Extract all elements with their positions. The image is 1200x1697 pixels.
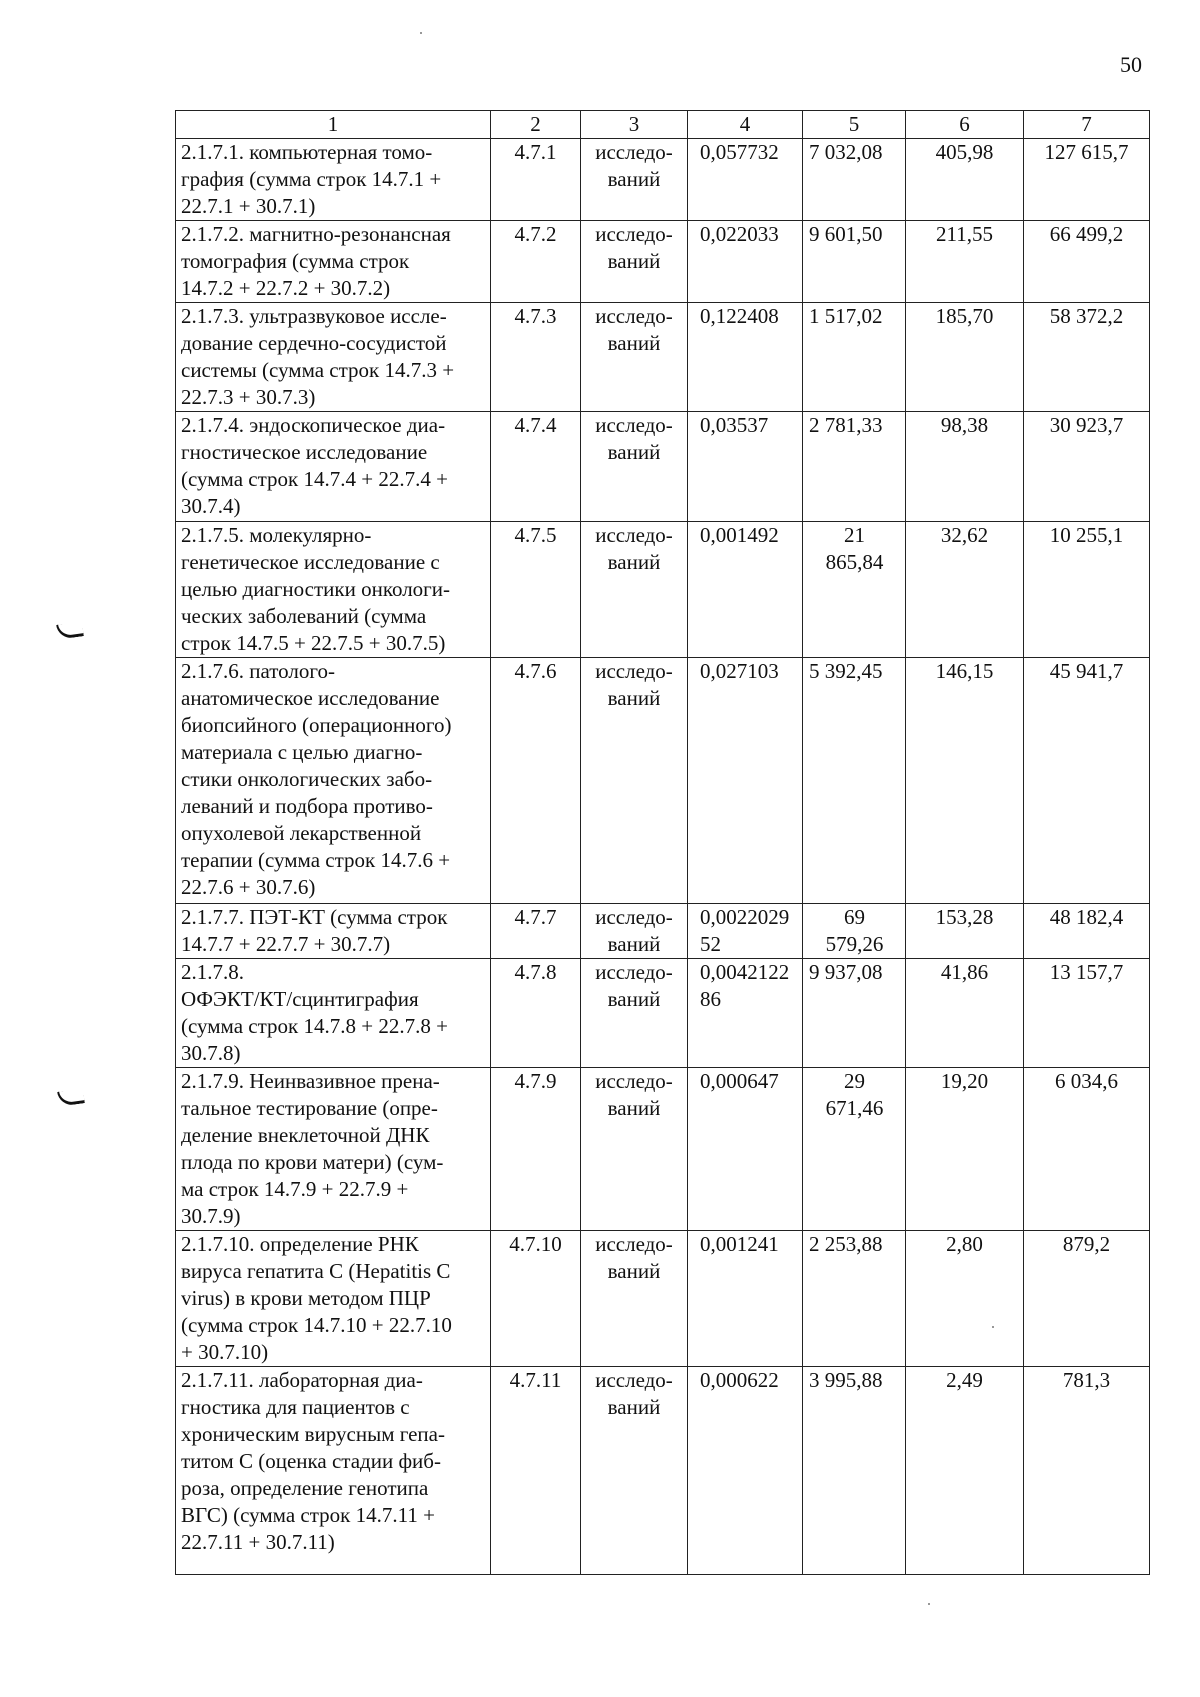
row-col5-cell: 9 601,50 [803, 221, 906, 303]
row-unit-cell: исследо- ваний [581, 1367, 688, 1575]
row-col5-cell: 69 579,26 [803, 904, 906, 959]
row-col6-cell: 2,80 [906, 1231, 1024, 1367]
row-col7-cell: 10 255,1 [1024, 522, 1150, 658]
scan-mark [57, 1088, 85, 1106]
row-code-cell: 4.7.4 [491, 412, 581, 522]
table-row [176, 959, 1150, 1068]
row-col4-cell: 0,022033 [688, 221, 803, 303]
row-name-cell: 2.1.7.2. магнитно-резонансная томография (сумма строк 14.7.2 + 22.7.2 + 30.7.2) [176, 221, 491, 303]
row-col6-cell: 32,62 [906, 522, 1024, 658]
row-col4-cell: 0,000622 [688, 1367, 803, 1575]
row-col7-cell: 127 615,7 [1024, 139, 1150, 221]
row-col5-cell: 9 937,08 [803, 959, 906, 1068]
row-col7-cell: 781,3 [1024, 1367, 1150, 1575]
row-unit-cell: исследо- ваний [581, 658, 688, 904]
row-name-cell: 2.1.7.3. ультразвуковое иссле- дование сердечно-сосудистой системы (сумма строк 14.7.3 + 22.7.3 + 30.7.3) [176, 303, 491, 412]
row-code-cell: 4.7.6 [491, 658, 581, 904]
row-col5-cell: 1 517,02 [803, 303, 906, 412]
row-col7-cell: 879,2 [1024, 1231, 1150, 1367]
row-col7-cell: 45 941,7 [1024, 658, 1150, 904]
row-name-cell: 2.1.7.8. ОФЭКТ/КТ/сцинтиграфия (сумма строк 14.7.8 + 22.7.8 + 30.7.8) [176, 959, 491, 1068]
row-col6-cell: 19,20 [906, 1068, 1024, 1231]
row-col6-cell: 2,49 [906, 1367, 1024, 1575]
row-name-cell: 2.1.7.1. компьютерная томо- графия (сумма строк 14.7.1 + 22.7.1 + 30.7.1) [176, 139, 491, 221]
row-unit-cell: исследо- ваний [581, 1068, 688, 1231]
column-header: 7 [1024, 111, 1150, 139]
row-unit-cell: исследо- ваний [581, 522, 688, 658]
row-code-cell: 4.7.8 [491, 959, 581, 1068]
column-header: 4 [688, 111, 803, 139]
row-col5-cell: 5 392,45 [803, 658, 906, 904]
row-name-cell: 2.1.7.4. эндоскопическое диа- гностическое исследование (сумма строк 14.7.4 + 22.7.4 + 30.7.4) [176, 412, 491, 522]
row-col6-cell: 185,70 [906, 303, 1024, 412]
row-col7-cell: 58 372,2 [1024, 303, 1150, 412]
column-header: 1 [176, 111, 491, 139]
row-name-cell: 2.1.7.5. молекулярно- генетическое исследование с целью диагностики онкологи- ческих заболеваний (сумма строк 14.7.5 + 22.7.5 + 30.7.5) [176, 522, 491, 658]
table-row [176, 904, 1150, 959]
table-row [176, 1367, 1150, 1575]
column-header: 5 [803, 111, 906, 139]
row-unit-cell: исследо- ваний [581, 412, 688, 522]
row-col5-cell: 21 865,84 [803, 522, 906, 658]
row-col5-cell: 29 671,46 [803, 1068, 906, 1231]
data-table [175, 110, 1150, 1575]
row-unit-cell: исследо- ваний [581, 139, 688, 221]
row-unit-cell: исследо- ваний [581, 904, 688, 959]
row-unit-cell: исследо- ваний [581, 959, 688, 1068]
row-col4-cell: 0,03537 [688, 412, 803, 522]
column-header: 6 [906, 111, 1024, 139]
row-code-cell: 4.7.1 [491, 139, 581, 221]
row-code-cell: 4.7.7 [491, 904, 581, 959]
row-col7-cell: 66 499,2 [1024, 221, 1150, 303]
row-col5-cell: 7 032,08 [803, 139, 906, 221]
row-col7-cell: 30 923,7 [1024, 412, 1150, 522]
scan-speck [420, 32, 422, 34]
table-row [176, 139, 1150, 221]
table-row [176, 221, 1150, 303]
row-col6-cell: 146,15 [906, 658, 1024, 904]
row-col4-cell: 0,122408 [688, 303, 803, 412]
row-code-cell: 4.7.2 [491, 221, 581, 303]
row-col5-cell: 3 995,88 [803, 1367, 906, 1575]
row-col7-cell: 13 157,7 [1024, 959, 1150, 1068]
row-name-cell: 2.1.7.7. ПЭТ-КТ (сумма строк 14.7.7 + 22.7.7 + 30.7.7) [176, 904, 491, 959]
row-col5-cell: 2 781,33 [803, 412, 906, 522]
table-row [176, 522, 1150, 658]
page-number: 50 [1120, 52, 1142, 77]
row-col4-cell: 0,027103 [688, 658, 803, 904]
row-col7-cell: 6 034,6 [1024, 1068, 1150, 1231]
column-header: 2 [491, 111, 581, 139]
row-unit-cell: исследо- ваний [581, 303, 688, 412]
row-code-cell: 4.7.9 [491, 1068, 581, 1231]
row-code-cell: 4.7.10 [491, 1231, 581, 1367]
column-header: 3 [581, 111, 688, 139]
row-col6-cell: 153,28 [906, 904, 1024, 959]
row-col4-cell: 0,000647 [688, 1068, 803, 1231]
row-col4-cell: 0,001241 [688, 1231, 803, 1367]
row-col4-cell: 0,001492 [688, 522, 803, 658]
table-row [176, 658, 1150, 904]
scan-mark [56, 621, 84, 639]
row-col7-cell: 48 182,4 [1024, 904, 1150, 959]
row-col4-cell: 0,0042122 86 [688, 959, 803, 1068]
row-code-cell: 4.7.3 [491, 303, 581, 412]
row-name-cell: 2.1.7.6. патолого- анатомическое исследование биопсийного (операционного) материала с целью диагно- стики онкологических забо- леваний и подбора противо- опухолевой лекарственной терапии (сумма строк 14.7.6 + 22.7.6 + 30.7.6) [176, 658, 491, 904]
row-col4-cell: 0,0022029 52 [688, 904, 803, 959]
row-col6-cell: 211,55 [906, 221, 1024, 303]
row-unit-cell: исследо- ваний [581, 1231, 688, 1367]
row-col6-cell: 405,98 [906, 139, 1024, 221]
row-col6-cell: 98,38 [906, 412, 1024, 522]
row-name-cell: 2.1.7.11. лабораторная диа- гностика для пациентов с хроническим вирусным гепа- титом С (оценка стадии фиб- роза, определение генотипа ВГС) (сумма строк 14.7.11 + 22.7.11 + 30.7.11) [176, 1367, 491, 1575]
scan-speck [928, 1603, 930, 1605]
table-row [176, 1068, 1150, 1231]
row-code-cell: 4.7.11 [491, 1367, 581, 1575]
row-col6-cell: 41,86 [906, 959, 1024, 1068]
row-name-cell: 2.1.7.9. Неинвазивное прена- тальное тестирование (опре- деление внеклеточной ДНК плода по крови матери) (сум- ма строк 14.7.9 + 22.7.9 + 30.7.9) [176, 1068, 491, 1231]
row-unit-cell: исследо- ваний [581, 221, 688, 303]
row-name-cell: 2.1.7.10. определение РНК вируса гепатита С (Hepatitis C virus) в крови методом ПЦР (сумма строк 14.7.10 + 22.7.10 + 30.7.10) [176, 1231, 491, 1367]
row-col5-cell: 2 253,88 [803, 1231, 906, 1367]
table-header-row [176, 111, 1150, 139]
table-row [176, 1231, 1150, 1367]
row-col4-cell: 0,057732 [688, 139, 803, 221]
table-row [176, 303, 1150, 412]
row-code-cell: 4.7.5 [491, 522, 581, 658]
table-row [176, 412, 1150, 522]
